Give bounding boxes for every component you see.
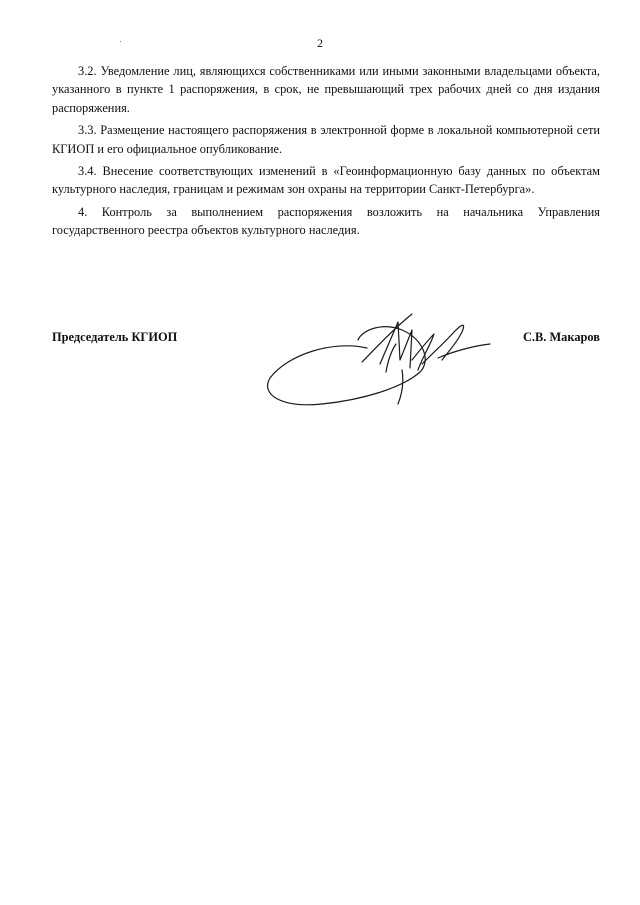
page-number: 2 [317,36,323,50]
paragraph-3-4: 3.4. Внесение соответствующих изменений в «Геоинформационную базу данных по объектам культурного наследия, границам и режимам зон охраны на территории Санкт-Петербурга». [52,164,600,197]
signer-title: Председатель КГИОП [52,330,178,344]
paragraph-3-2: 3.2. Уведомление лиц, являющихся собственниками или иными законными владельцами объекта, указанного в пункте 1 распоряжения, в срок, не превышающий трех рабочих дней со дня издания распоряжения. [52,64,600,115]
paragraph-4: 4. Контроль за выполнением распоряжения возложить на начальника Управления государственного реестра объектов культурного наследия. [52,204,600,238]
paragraph-3-3: 3.3. Размещение настоящего распоряжения в электронной форме в локальной компьютерной сети КГИОП и его официальное опубликование. [52,123,600,156]
signature-block [52,300,600,420]
signer-name: С.В. Макаров [522,330,600,344]
handwritten-signature [262,300,522,420]
document-body [52,62,600,244]
